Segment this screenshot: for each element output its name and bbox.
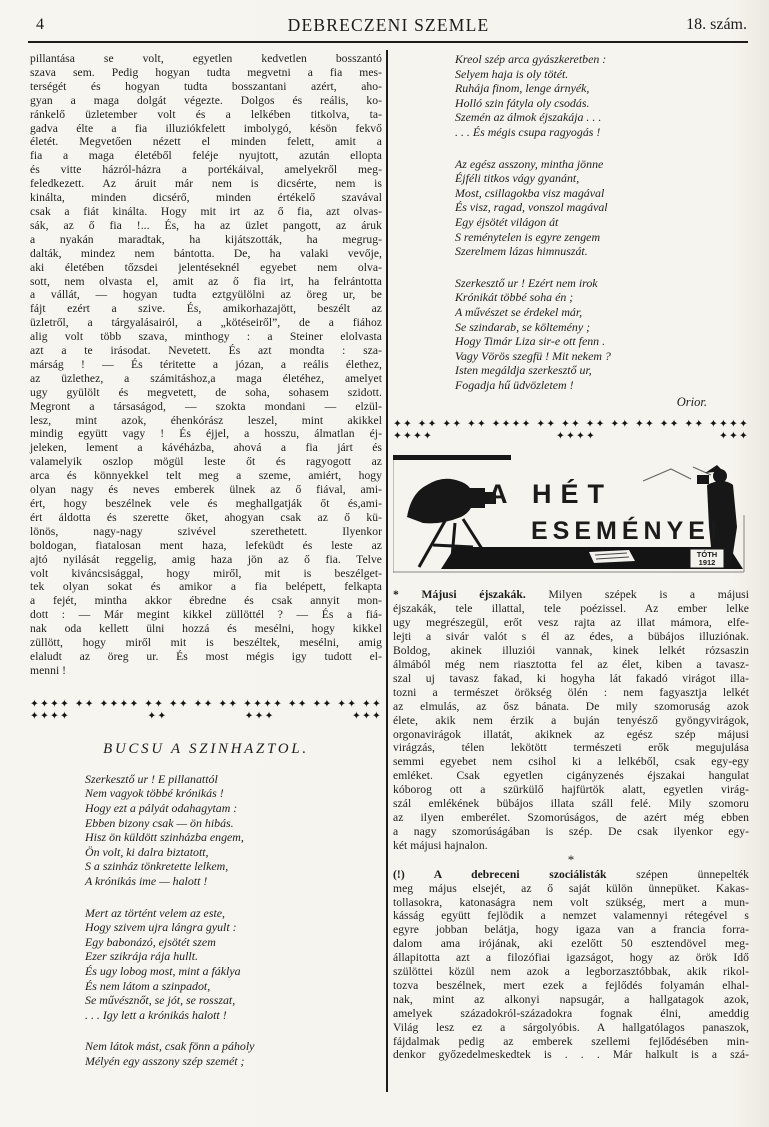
text-line: volt kiváncsisággal, hogy miről, mit is beszélget- (30, 566, 382, 580)
text-line: Nem látok mást, csak fönn a páholy (85, 1039, 255, 1054)
text-line: Hogy ezt a pályát odahagytam : (85, 800, 238, 815)
poem-stanza (455, 276, 749, 393)
text-line: Szerkesztő ur ! E pillanattól (85, 771, 218, 786)
text-line: boldogan, fiatalosan ment haza, lefeküdt és leste az (30, 538, 382, 552)
text-line: szal uj tavasz fakad, ki hogyha lát fakadó virágot illa- (393, 671, 749, 685)
poem-stanza (455, 52, 749, 140)
text-line: jeleken, lement a kávéházba, ahová a fia járt és (30, 441, 382, 455)
text-line: Selyem haja is oly tötét. (455, 66, 569, 81)
illustration-drawing (393, 455, 745, 575)
section-lead: (!) A debreceni szociálisták (393, 867, 607, 881)
text-line: kinálta, minden dicsérő, minden értékelő szavával (30, 191, 382, 205)
text-line: és vitte házról-házra a portékáival, amelyekről meg- (30, 163, 382, 177)
text-line: A krónikás ime — halott ! (85, 873, 208, 888)
text-line: aki életében tőzsdei jelentéseknél egyebet nem olva- (30, 260, 382, 274)
text-line: A művészet se érdekel már, (455, 304, 583, 319)
text-line: fájdalmak pedig az emberek szellemi fejlődésében min- (393, 1034, 749, 1048)
text-line: dalták, mindez nem bántotta. De, ha valaki vevője, (30, 246, 382, 260)
text-line: emléket. Csak egyetlen cigányzenés éjszakai hangulat (393, 769, 749, 783)
issue-number: 18. szám. (686, 16, 747, 33)
text-line: állapitotta azt a filozófiai igazságot, hogy az örök Idő (393, 951, 749, 965)
star-separator: * (567, 851, 575, 867)
text-line: Világ lesz ez a sárgolyóbis. A hallgatólagos panaszok, (393, 1020, 749, 1034)
text-line: üzletről, a tárgyalásairól, a „kötéseiről”, de a fiához (30, 316, 382, 330)
text-line: éjszakák, tele illattal, tele poézissel. Az ember lelke (393, 602, 749, 616)
text-line: S reménytelen is egyre zengem (455, 229, 601, 244)
text-line: Hogy Timár Liza sir-e ott fenn . (455, 334, 606, 349)
text-line: sott, nem olvasta el, amit az ő fia irt, ha felrántotta (30, 274, 382, 288)
column-divider-rule (386, 50, 388, 1092)
text-line: Krónikát többé soha én ; (455, 290, 574, 305)
text-line: pillantása se volt, egyetlen kedvetlen bosszantó (30, 52, 382, 65)
text-line: ajtó nyilását reggelig, amig haza jön az ő fia. Telve (30, 552, 382, 566)
text-line: élete, akik nem érzik a buján tenyésző gyöngyvirágok, (393, 713, 749, 727)
text-line: Kreol szép arca gyászkeretben : (455, 52, 607, 66)
poem-signature: Orior. (676, 395, 707, 410)
text-line: Nem vagyok többé krónikás ! (85, 786, 224, 801)
text-line: Vagy Vörös szegfü ! Mit nekem ? (455, 348, 611, 363)
text-line: . . . Igy lett a krónikás halott ! (85, 1007, 227, 1022)
section-lead-rest: szépen ünnepelték (636, 867, 749, 881)
text-line: orgonavirágok illatát, akiknek az egész szép májusi (393, 727, 749, 741)
illustration-title-line2: ESEMÉNYEI (531, 517, 722, 546)
text-line: Mélyén egy asszony szép szemét ; (85, 1053, 245, 1068)
text-line: És visz, ragad, vonszol magával (455, 200, 608, 215)
text-line: Ön volt, ki dalra biztatott, (85, 844, 209, 859)
text-line: Egy babonázó, ejsötét szem (85, 934, 216, 949)
section-majusi-ejszakak (393, 588, 749, 852)
text-line: Az egész asszony, mintha jönne (455, 156, 604, 171)
text-line: És nem látom a szinpadot, (85, 978, 211, 993)
text-line: Fogadja hű üdvözletem ! (455, 377, 574, 392)
left-column (30, 48, 382, 1127)
text-line: denkor győzedelmeskedtek is . . . Már halkult is a szá- (393, 1048, 749, 1062)
text-line: ugy megrészegül, erőt vesz rajta az illat mámora, elfe- (393, 616, 749, 630)
text-line: álmából még nem riasztotta fel az élet, kiben a tavasz- (393, 658, 749, 671)
text-line: ugy gyülölt és megvetett, de soha, sohasem szidott. (30, 385, 382, 399)
poem-stanza (85, 1039, 382, 1068)
text-line: dott : — Már megint kikkel züllöttél ? — És a fiá- (30, 608, 382, 622)
camera-body (453, 488, 485, 508)
poem-stanza (455, 157, 749, 259)
text-line: lönös, nagy-nagy szivével szerethetett. Ilyenkor (30, 524, 382, 538)
text-line: fia a maga életéből feléje nyujtott, azután ellopta (30, 149, 382, 163)
text-line: Isten megáldja szerkesztő ur, (455, 363, 592, 378)
text-line: az ilyen emberélet. Szomorúságos, de azért még ebben (393, 810, 749, 824)
text-line: fájt ezért a szive. És, amikorhazajött, beszélt az (30, 302, 382, 316)
text-line: a nyakán maradtak, ha kijátszották, ha megrug- (30, 232, 382, 246)
text-line: virágzás, télen lekötött természeti erők megujulása (393, 741, 749, 755)
text-line: nak oda kellett ülni hozzá és mesélni, hogy kikkel (30, 622, 382, 636)
text-line: a vállát, — hogyan tudta eztgyülölni az öreg ur, be (30, 288, 382, 302)
text-line: tek olyan sokat és amikor a fia belépett, felkapta (30, 580, 382, 594)
text-line: Hisz ön küldött szinházba engem, (85, 830, 244, 845)
text-line: ránkelő üzletember volt és a lelkében titkolva, ta- (30, 107, 382, 121)
text-line: a fejét, mintha akkor ébredne és csak annyit mon- (30, 594, 382, 608)
section-first-line (393, 588, 749, 602)
artist-year: 1912 (698, 558, 716, 568)
text-line: életét. Megvetően nézett el minden felett, amit a (30, 135, 382, 149)
text-line: gyan a maga dolgát végezte. Dolgos és reális, ko- (30, 93, 382, 107)
text-line: Szerkesztő ur ! Ezért nem irok (455, 275, 598, 290)
text-line: Se szindarab, se költemény ; (455, 319, 591, 334)
poem-title: BUCSU A SZINHAZTOL. (103, 740, 309, 757)
text-line: lejti a sivár valót s él az édes, a bübájos illuziónak. (393, 630, 749, 644)
text-line: arca és könnyekkel telt meg a szeme, amiért, hogy (30, 469, 382, 483)
text-line: ért, hogy beszélnek vele és meghallgatják őt és,ami- (30, 497, 382, 510)
text-line: csak a fiát kinálta. Hogy mit irt az ő fia, azt olvas- (30, 204, 382, 218)
section-lead: * Májusi éjszakák. (393, 588, 526, 602)
poem-stanza (85, 772, 382, 889)
text-line: elaludt az öreg ur. És most mégis igy tudott el- (30, 649, 382, 663)
text-line: Holló szin fátyla oly csodás. (455, 95, 590, 110)
page-header (30, 13, 747, 39)
paper-sheets (589, 550, 635, 563)
poem-right (393, 52, 749, 392)
text-line: Mert az történt velem az este, (85, 905, 226, 920)
text-line: az üzlethez, a számitáshoz,a maga életéhez, amelyet (30, 371, 382, 385)
text-line: egyre jobban belátja, hogy igaza van a francia forra- (393, 923, 749, 937)
text-line: . . . És mégis csupa ragyogás ! (455, 124, 601, 139)
illustration-title-line1: A HÉT (488, 479, 613, 510)
text-line: alig volt több szava, minthogy : a Steiner elolvasta (30, 330, 382, 344)
ornament-divider-right: ✦✦ ✦✦ ✦✦ ✦✦ ✦✦✦✦ ✦✦ ✦✦ ✦✦ ✦✦ ✦✦ ✦✦ ✦✦ ✦✦✦✦ ✦✦✦✦ ✦✦✦✦ ✦✦✦ (393, 419, 749, 443)
week-events-illustration (393, 455, 745, 575)
text-line: kásság együtt fejlödik a nemzet valamennyi rétegével s (393, 909, 749, 923)
text-line: márság ! — És téritette a józan, a reális élethez, (30, 357, 382, 371)
text-line: tollasokra, katonaságra nem volt szükség, mert a mun- (393, 895, 749, 909)
text-line: Boldog, akinek illuziói vannak, kinek lelkét rózsaszin (393, 644, 749, 658)
hand-camera (697, 475, 709, 484)
section-body (393, 602, 749, 838)
text-line: mindig együtt vagy ! És éjjel, a hosszu, álmatlan éj- (30, 427, 382, 441)
text-line: valamelyik oszlop mögül leste őt és ragyogott az (30, 455, 382, 469)
section-debreceni-szocialistak (393, 868, 749, 1063)
text-line: meg május elsejét, az ő saját külön ünnepüket. Kakas- (393, 881, 749, 895)
text-line: feledkezett. Az áruit már nem is dicsérte, nem is (30, 177, 382, 191)
text-line: Egy éjsötét világon át (455, 214, 559, 229)
page-number: 4 (36, 16, 44, 33)
text-line: kóborog ott a szürkülő hajfürtök alatt, egyetlen virág- (393, 783, 749, 797)
story-text (30, 52, 382, 664)
columns (30, 48, 749, 1127)
frame-bar (393, 455, 511, 460)
text-line: lesz, mint azok, éhenkórász leszel, mint akikkel (30, 413, 382, 427)
section-first-line (393, 868, 749, 882)
text-line: amelyek századokról-századokra fognak élni, ameddig (393, 1006, 749, 1020)
section-last-line: két májusi hajnalon. (393, 838, 488, 852)
artist-name: TÓTH (696, 550, 718, 560)
text-line: Se művésznőt, se jót, se rosszat, (85, 993, 236, 1008)
text-line: sák, az ő fia !... És, ha az üzlet pangott, az áruk (30, 218, 382, 232)
text-line: dalom ama irójának, aki ezelőtt 50 esztendövel meg- (393, 937, 749, 951)
story-last-line: menni ! (30, 663, 67, 677)
text-line: azt a te irásodat. Nevetett. És azt mondta : sza- (30, 344, 382, 358)
ornament-divider-left: ✦✦✦✦ ✦✦ ✦✦✦✦ ✦✦ ✦✦ ✦✦ ✦✦ ✦✦✦✦ ✦✦ ✦✦ ✦✦ ✦✦ ✦✦✦✦ ✦✦ ✦✦✦ ✦✦✦ (30, 698, 382, 722)
poem-stanza (85, 906, 382, 1023)
text-line: Hogy szivem ujra lángra gyult : (85, 920, 237, 935)
text-line: szava sem. Pedig hogyan tudta megvetni a fia mes- (30, 65, 382, 79)
text-line: tozva beszélnek, mert ezek a fejlődés folyamán elhal- (393, 978, 749, 992)
right-column (391, 48, 749, 1127)
header-rule (28, 41, 748, 43)
text-line: És ugy lobog most, mint a fáklya (85, 963, 241, 978)
text-line: Ebben bizony csak — ön hibás. (85, 815, 234, 830)
text-line: szál emlékének bübájos illata száll felé. Mily szomoru (393, 797, 749, 811)
text-line: züllött, hogy miről mit is beszéltek, mesélni, amig (30, 636, 382, 650)
text-line: szülöttei közül nem azok a legborzasztóbbak, akik rikol- (393, 965, 749, 979)
text-line: Szemén az álmok éjszakája . . . (455, 110, 602, 125)
text-line: az elmulás, az ősz bánata. De mily szomoruság azok (393, 699, 749, 713)
text-line: Éjféli titkos vágy gyanánt, (455, 171, 580, 186)
text-line: semmi egyebet nem csihol ki a lelkéből, csak egy-egy (393, 755, 749, 769)
section-body (393, 882, 749, 1063)
text-line: tozni a természet örökség ölén : nem fagyasztja lelkét (393, 685, 749, 699)
text-line: gadva élte a fia illuziókfelett imbolygó, késön fekvő (30, 121, 382, 135)
journal-title: DEBRECZENI SZEMLE (287, 15, 490, 35)
section-lead-rest: Milyen szépek is a májusi (548, 588, 750, 602)
text-line: a nagy szomorúságában is szép. De csak ilyenkor egy- (393, 824, 749, 838)
text-line: Ezer szikrája rája hullt. (85, 949, 198, 964)
text-line: nak, mint az alkonyi napsugár, a hallgatagok azok, (393, 992, 749, 1006)
text-line: terségét és hogyan tudta bosszantani azért, aho- (30, 79, 382, 93)
text-line: ért áldotta és szerette őket, ahogyan csak az ő kü- (30, 510, 382, 524)
text-line: olyan nagy és neves emberek ülnek az ő fiával, ami- (30, 483, 382, 497)
poem-left (30, 772, 382, 1069)
text-line: Szerelmem lázas himnuszát. (455, 244, 588, 259)
text-line: S a szinház tönkretette lelkem, (85, 859, 229, 874)
text-line: Megront a társaságod, — szokta mondani — elzül- (30, 399, 382, 413)
text-line: Ruhája finom, lenge árnyék, (455, 81, 590, 96)
text-line: Most, csillagokba visz magával (455, 185, 605, 200)
